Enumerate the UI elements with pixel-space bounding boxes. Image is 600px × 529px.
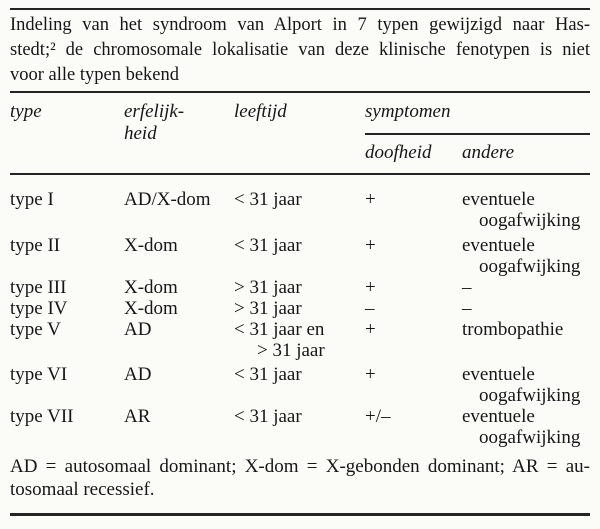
caption-rule: [10, 91, 590, 93]
cell-andere-line2: oogafwijking: [479, 427, 581, 448]
cell-leeftijd: < 31 jaar: [234, 189, 302, 210]
caption-line-3: voor alle typen bekend: [10, 65, 180, 85]
cell-leeftijd: < 31 jaar: [234, 235, 302, 256]
column-header-erfelijkheid-line1: erfelijk-: [124, 101, 185, 122]
cell-type: type III: [10, 277, 67, 298]
cell-doofheid: +: [365, 277, 376, 298]
footnote-line-2: tosomaal recessief.: [10, 479, 155, 500]
table-row-type-iii: [10, 277, 590, 298]
cell-andere-line1: eventuele: [462, 235, 535, 256]
cell-erfelijkheid: X-dom: [124, 298, 178, 319]
column-header-type: type: [10, 101, 42, 122]
column-header-symptomen: symptomen: [365, 101, 590, 135]
cell-type: type I: [10, 189, 54, 210]
cell-andere-line2: oogafwijking: [479, 385, 581, 406]
table-caption: [10, 13, 590, 88]
table-row-type-i: [10, 189, 590, 231]
cell-doofheid: +: [365, 319, 376, 340]
cell-type: type IV: [10, 298, 68, 319]
cell-erfelijkheid: AR: [124, 406, 151, 427]
column-header-leeftijd: leeftijd: [234, 101, 287, 122]
table-row-type-ii: [10, 235, 590, 277]
table-row-type-vi: [10, 364, 590, 406]
cell-andere: [462, 189, 590, 231]
header-rule: [10, 173, 590, 175]
cell-andere: [462, 364, 590, 406]
cell-type: type V: [10, 319, 61, 340]
cell-andere-line2: oogafwijking: [479, 210, 581, 231]
table-row-type-iv: [10, 298, 590, 319]
cell-erfelijkheid: AD: [124, 319, 152, 340]
cell-doofheid: –: [365, 298, 375, 319]
cell-leeftijd: > 31 jaar: [234, 298, 302, 319]
column-header-andere: andere: [462, 142, 515, 163]
top-rule: [10, 8, 590, 10]
cell-erfelijkheid: AD/X-dom: [124, 189, 211, 210]
cell-andere-line1: eventuele: [462, 364, 535, 385]
cell-leeftijd-line2: > 31 jaar: [257, 340, 325, 361]
column-header-doofheid: doofheid: [365, 142, 432, 163]
cell-doofheid: +/–: [365, 406, 391, 427]
cell-leeftijd: > 31 jaar: [234, 277, 302, 298]
cell-erfelijkheid: X-dom: [124, 235, 178, 256]
cell-erfelijkheid: X-dom: [124, 277, 178, 298]
cell-erfelijkheid: AD: [124, 364, 152, 385]
cell-leeftijd: [234, 319, 365, 361]
table-row-type-v: [10, 319, 590, 361]
cell-doofheid: +: [365, 189, 376, 210]
cell-andere: –: [462, 277, 472, 298]
cell-doofheid: +: [365, 364, 376, 385]
cell-andere: [462, 406, 590, 448]
cell-andere-line2: oogafwijking: [479, 256, 581, 277]
caption-line-1: Indeling van het syndroom van Alport in 7 typen gewijzigd naar Has-: [10, 15, 590, 35]
cell-andere-line1: eventuele: [462, 189, 535, 210]
column-header-erfelijkheid: [124, 101, 234, 164]
table-footnote: [10, 455, 590, 501]
cell-andere-line1: eventuele: [462, 406, 535, 427]
table-header-row: [10, 101, 590, 164]
cell-type: type VII: [10, 406, 74, 427]
column-header-symptomen-group: [365, 101, 590, 164]
bottom-rule: [10, 513, 590, 516]
cell-leeftijd: < 31 jaar: [234, 364, 302, 385]
cell-doofheid: +: [365, 235, 376, 256]
footnote-line-1: AD = autosomaal dominant; X-dom = X-gebonden dominant; AR = au-: [10, 456, 590, 477]
symptomen-subheader-row: [365, 135, 590, 164]
cell-andere: trombopathie: [462, 319, 564, 340]
cell-type: type II: [10, 235, 61, 256]
cell-andere: –: [462, 298, 472, 319]
table-body: [10, 189, 590, 448]
caption-line-2: stedt;² de chromosomale lokalisatie van deze klinische fenotypen is niet: [10, 40, 590, 60]
cell-leeftijd-line1: < 31 jaar en: [234, 319, 325, 340]
table-row-type-vii: [10, 406, 590, 448]
cell-andere: [462, 235, 590, 277]
cell-type: type VI: [10, 364, 68, 385]
column-header-erfelijkheid-line2: heid: [124, 123, 157, 144]
cell-leeftijd: < 31 jaar: [234, 406, 302, 427]
